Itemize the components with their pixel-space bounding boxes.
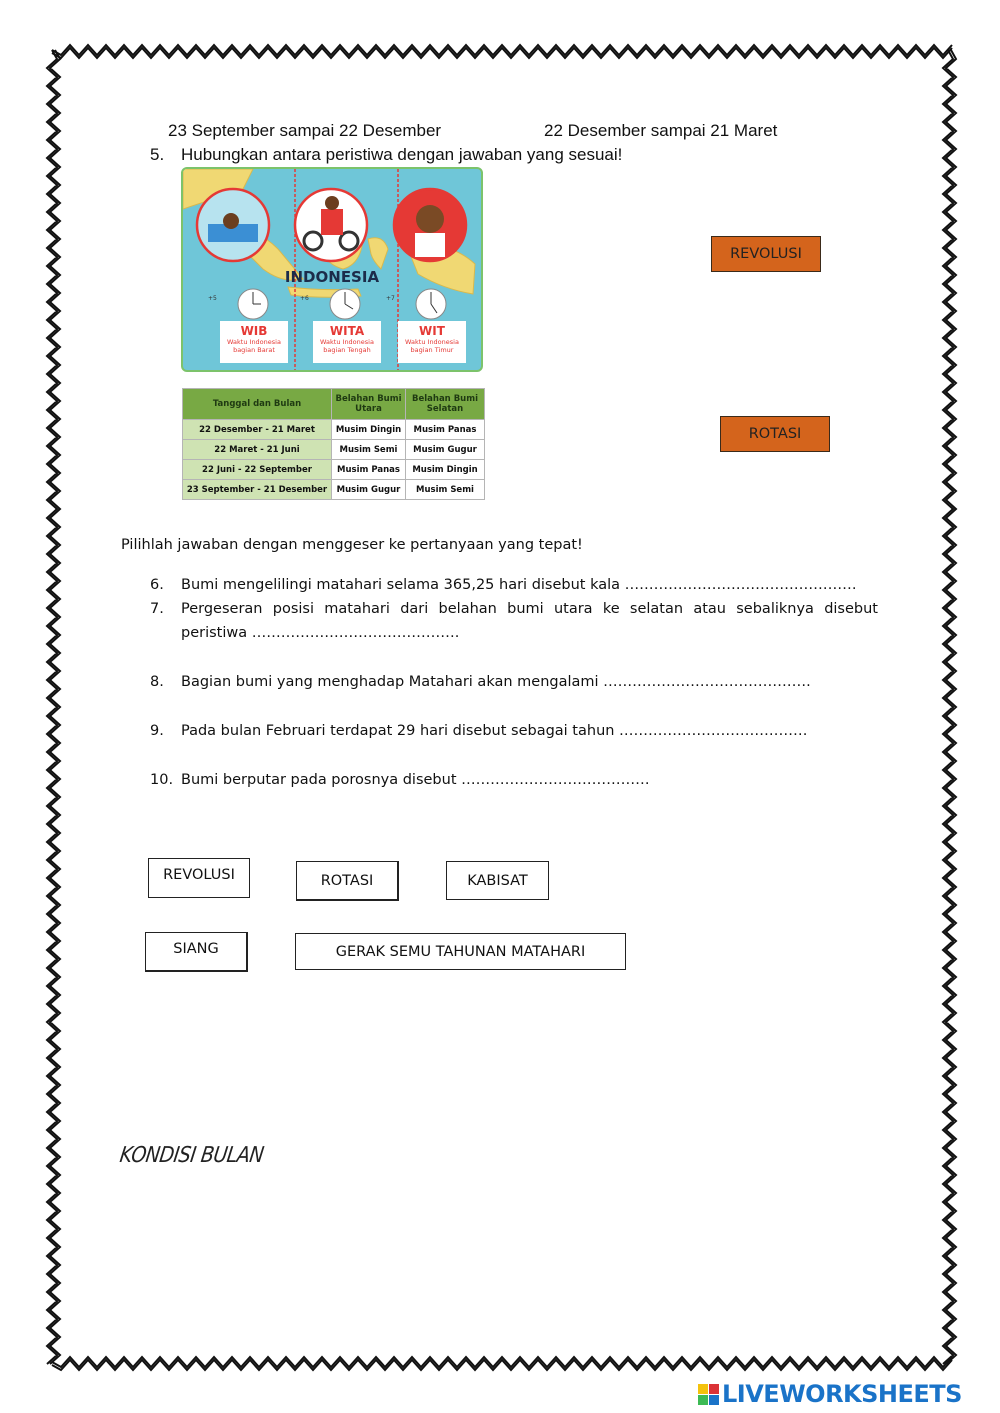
question-9 — [150, 719, 878, 743]
table-cell: 22 Maret - 21 Juni — [183, 440, 332, 460]
table-header: Tanggal dan Bulan — [183, 389, 332, 420]
table-row — [183, 460, 485, 480]
table-header: Belahan Bumi Selatan — [406, 389, 485, 420]
zone-desc-wib: Waktu Indonesia bagian Barat — [227, 338, 281, 354]
clock-icon-wit — [416, 289, 446, 319]
instruction-text: Pilihlah jawaban dengan menggeser ke pertanyaan yang tepat! — [121, 537, 583, 553]
question-5-number: 5. — [150, 145, 165, 164]
table-cell: Musim Panas — [406, 420, 485, 440]
table-header: Belahan Bumi Utara — [332, 389, 406, 420]
question-number: 9. — [150, 723, 164, 739]
border-zigzag — [52, 48, 952, 58]
question-10 — [150, 768, 878, 792]
logo-badge-icon — [698, 1384, 719, 1405]
zone-desc-wita: Waktu Indonesia bagian Tengah — [320, 338, 374, 354]
question-number: 10. — [150, 772, 174, 788]
liveworksheets-logo — [698, 1380, 962, 1408]
season-table — [182, 388, 485, 500]
question-text: Bumi berputar pada porosnya disebut ………………………………… — [181, 772, 650, 788]
question-text: Bagian bumi yang menghadap Matahari akan mengalami ……………………………………. — [181, 674, 811, 690]
answer-option-rotasi[interactable]: ROTASI — [296, 861, 399, 901]
table-cell: Musim Dingin — [332, 420, 406, 440]
clock-offset-wit: +7 — [386, 295, 395, 302]
table-cell: Musim Semi — [332, 440, 406, 460]
zone-code-wit: WIT — [419, 324, 445, 338]
indonesia-map-image — [181, 167, 483, 372]
question-number: 7. — [150, 601, 164, 617]
border-zigzag — [52, 45, 952, 55]
zone-code-wib: WIB — [240, 324, 268, 338]
question-number: 6. — [150, 577, 164, 593]
question-7 — [150, 597, 878, 645]
question-5-text: Hubungkan antara peristiwa dengan jawaban yang sesuai! — [181, 145, 623, 164]
question-text: Pada bulan Februari terdapat 29 hari disebut sebagai tahun ………………………………… — [181, 723, 808, 739]
border-zigzag — [52, 1357, 952, 1367]
table-row — [183, 420, 485, 440]
border-zigzag — [946, 50, 956, 1364]
answer-option-siang[interactable]: SIANG — [145, 932, 248, 972]
question-8 — [150, 670, 878, 694]
table-cell: Musim Gugur — [406, 440, 485, 460]
clock-offset-wib: +5 — [208, 295, 217, 302]
section-title: KONDISI BULAN — [118, 1142, 266, 1168]
clock-offset-wita: +6 — [300, 295, 309, 302]
zone-desc-wit: Waktu Indonesia bagian Timur — [405, 338, 459, 354]
question-number: 8. — [150, 674, 164, 690]
zone-code-wita: WITA — [329, 324, 365, 338]
table-cell: 22 Desember - 21 Maret — [183, 420, 332, 440]
border-zigzag — [50, 50, 60, 1364]
table-row — [183, 440, 485, 460]
map-title: INDONESIA — [284, 268, 380, 286]
match-target-rotasi[interactable]: ROTASI — [720, 416, 830, 452]
season-range-right: 22 Desember sampai 21 Maret — [544, 121, 778, 140]
table-cell: Musim Panas — [332, 460, 406, 480]
answer-option-gerak-semu[interactable]: GERAK SEMU TAHUNAN MATAHARI — [295, 933, 626, 970]
table-cell: Musim Gugur — [332, 480, 406, 500]
match-target-revolusi[interactable]: REVOLUSI — [711, 236, 821, 272]
table-cell: Musim Dingin — [406, 460, 485, 480]
clock-icon-wita — [330, 289, 360, 319]
question-text: Bumi mengelilingi matahari selama 365,25 hari disebut kala ………………………………………… — [181, 577, 857, 593]
question-6 — [150, 573, 878, 597]
clock-icon-wib — [238, 289, 268, 319]
season-range-left: 23 September sampai 22 Desember — [168, 121, 442, 140]
logo-text: LIVEWORKSHEETS — [722, 1380, 962, 1408]
border-zigzag — [52, 1360, 952, 1370]
table-cell: 22 Juni - 22 September — [183, 460, 332, 480]
answer-option-revolusi[interactable]: REVOLUSI — [148, 858, 250, 898]
question-text: Pergeseran posisi matahari dari belahan bumi utara ke selatan atau sebaliknya disebut peristiwa ……………………………………. — [181, 601, 878, 641]
table-cell: Musim Semi — [406, 480, 485, 500]
table-cell: 23 September - 21 Desember — [183, 480, 332, 500]
answer-option-kabisat[interactable]: KABISAT — [446, 861, 549, 900]
table-row — [183, 480, 485, 500]
